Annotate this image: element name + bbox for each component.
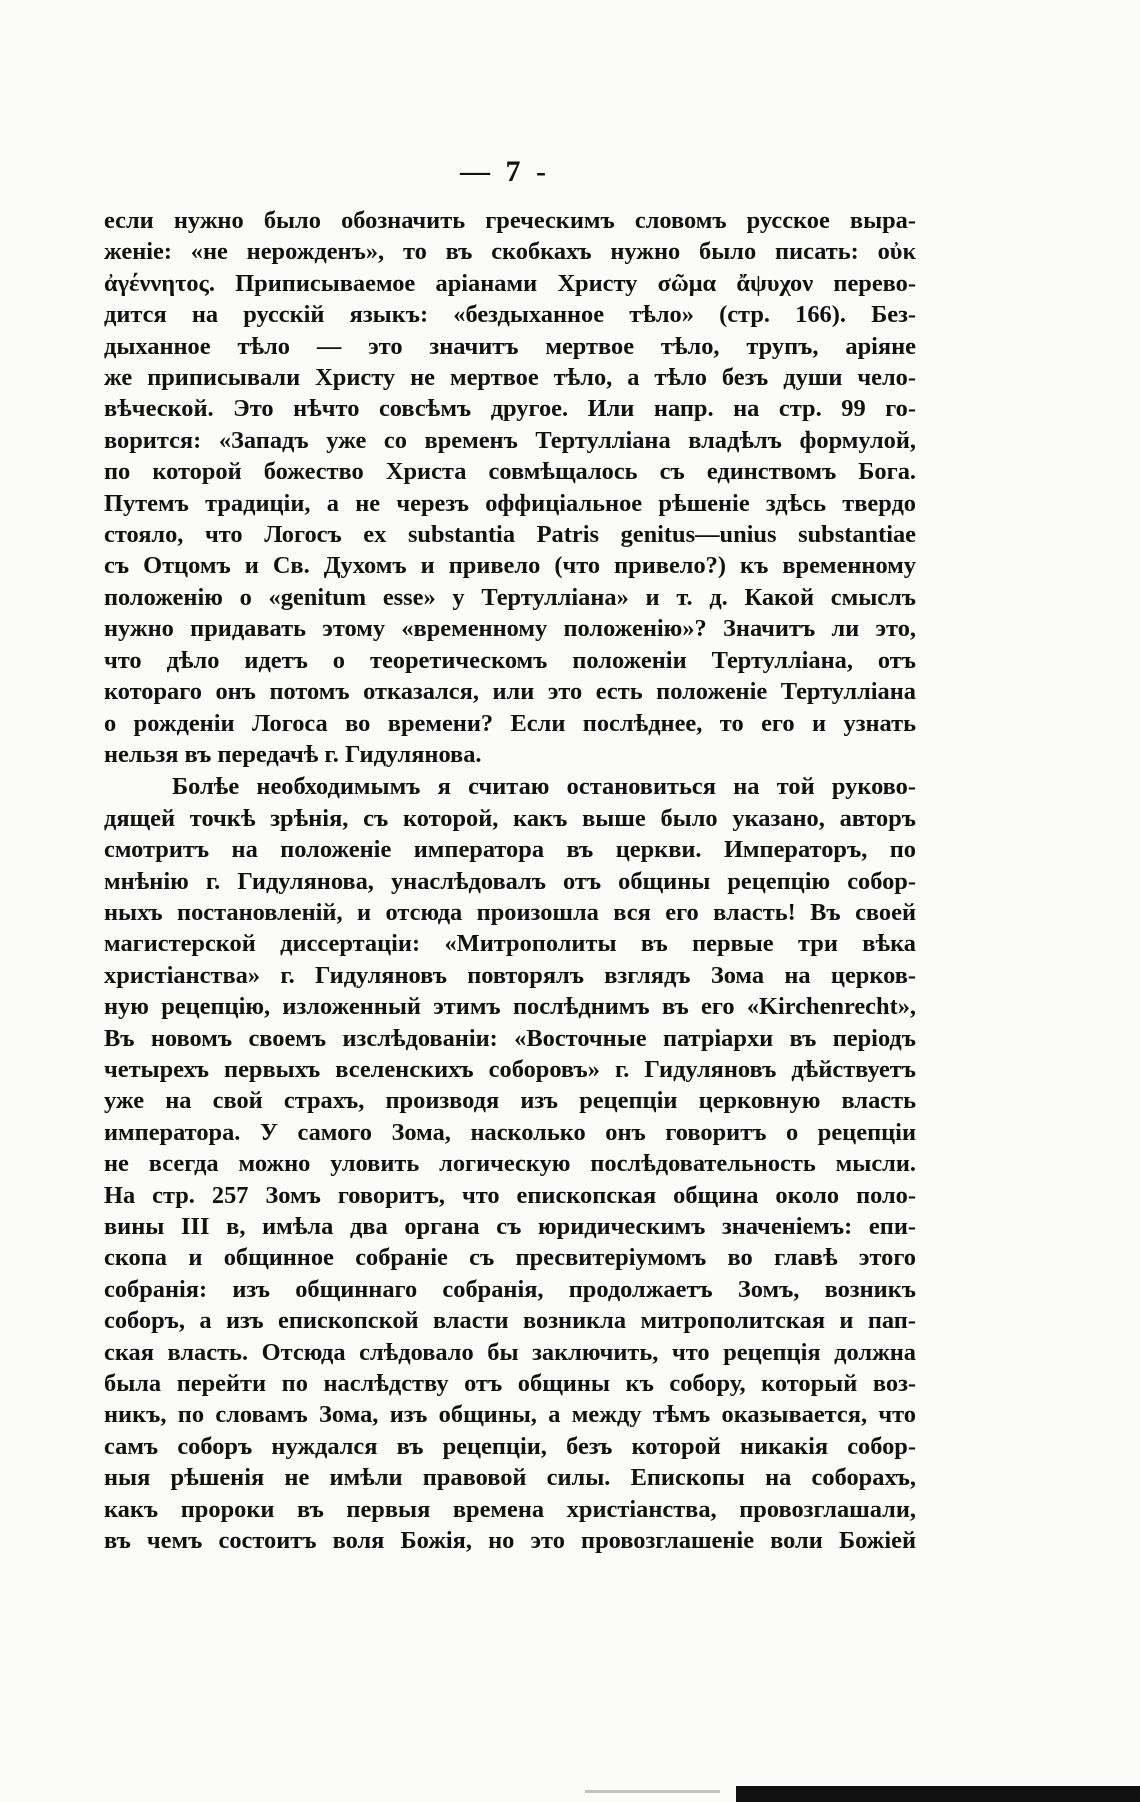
- text-line: собранія: изъ общиннаго собранія, продолжаетъ Зомъ, возникъ: [104, 1275, 916, 1303]
- text-line: скопа и общинное собраніе съ пресвитеріумомъ во главѣ этого: [104, 1244, 916, 1272]
- text-line: уже на свой страхъ, производя изъ рецепціи церковную власть: [104, 1087, 916, 1115]
- text-line: о рожденіи Логоса во времени? Если послѣднее, то его и узнать: [104, 709, 916, 737]
- text-line: дыханное тѣло — это значитъ мертвое тѣло, трупъ, аріяне: [104, 332, 916, 360]
- text-line: ныхъ постановленій, и отсюда произошла вся его власть! Въ своей: [104, 898, 916, 926]
- text-line: стояло, что Логосъ ex substantia Patris genitus—unius substantiae: [104, 521, 916, 549]
- text-line: нужно придавать этому «временному положенію»? Значитъ ли это,: [104, 615, 916, 643]
- text-line: Въ новомъ своемъ изслѣдованіи: «Восточные патріархи въ періодъ: [104, 1024, 916, 1052]
- text-line: Путемъ традиціи, а не черезъ оффиціальное рѣшеніе здѣсь твердо: [104, 489, 916, 517]
- text-line: императора. У самого Зома, насколько онъ говоритъ о рецепціи: [104, 1118, 916, 1146]
- text-line: никъ, по словамъ Зома, изъ общины, а между тѣмъ оказывается, что: [104, 1401, 916, 1429]
- text-line: вины III в, имѣла два органа съ юридическимъ значеніемъ: епи-: [104, 1213, 916, 1240]
- text-line: соборъ, а изъ епископской власти возникла митрополитская и пап-: [104, 1307, 916, 1335]
- text-line: На стр. 257 Зомъ говоритъ, что епископская община около поло-: [104, 1181, 916, 1209]
- text-line: какъ пророки въ первыя времена христіанства, провозглашали,: [104, 1495, 916, 1523]
- text-line: что дѣло идетъ о теоретическомъ положеніи Тертулліана, отъ: [104, 646, 916, 674]
- text-line: смотритъ на положеніе императора въ церкви. Императоръ, по: [104, 836, 916, 864]
- text-line: ныя рѣшенія не имѣли правовой силы. Епископы на соборахъ,: [104, 1464, 916, 1492]
- text-line: Болѣе необходимымъ я считаю остановиться на той руково-: [172, 773, 916, 801]
- text-line: ская власть. Отсюда слѣдовало бы заключить, что рецепція должна: [104, 1338, 916, 1366]
- text-line: женіе: «не нерожденъ», то въ скобкахъ нужно было писать: οὐκ: [104, 238, 916, 266]
- text-line: котораго онъ потомъ отказался, или это есть положеніе Тертулліана: [104, 678, 916, 706]
- text-line: магистерской диссертаціи: «Митрополиты въ первые три вѣка: [104, 930, 916, 958]
- text-line: четырехъ первыхъ вселенскихъ соборовъ» г. Гидуляновъ дѣйствуетъ: [104, 1055, 916, 1083]
- body-text: [104, 205, 916, 1556]
- text-line: ворится: «Западъ уже со временъ Тертулліана владѣлъ формулой,: [104, 426, 916, 454]
- text-line: мнѣнію г. Гидулянова, унаслѣдовалъ отъ общины рецепцію собор-: [104, 867, 916, 895]
- text-line: если нужно было обозначить греческимъ словомъ русское выра-: [104, 207, 916, 234]
- text-line: ἀγέννητος. Приписываемое аріанами Христу σῶμα ἄψυχον перево-: [104, 269, 916, 297]
- text-line: по которой божество Христа совмѣщалось съ единствомъ Бога.: [104, 458, 916, 486]
- text-line: дящей точкѣ зрѣнія, съ которой, какъ выше было указано, авторъ: [104, 804, 916, 832]
- text-line: дится на русскій языкъ: «бездыханное тѣло» (стр. 166). Без-: [104, 301, 916, 329]
- text-line: ную рецепцію, изложенный этимъ послѣднимъ въ его «Kirchenrecht»,: [104, 993, 916, 1021]
- text-line: съ Отцомъ и Св. Духомъ и привело (что привело?) къ временному: [104, 552, 916, 580]
- text-line: нельзя въ передачѣ г. Гидулянова.: [104, 740, 482, 768]
- text-line: самъ соборъ нуждался въ рецепціи, безъ которой никакія собор-: [104, 1432, 916, 1460]
- scan-artifact: [585, 1790, 720, 1793]
- text-line: положенію о «genitum esse» у Тертулліана» и т. д. Какой смыслъ: [104, 583, 916, 611]
- text-line: вѣческой. Это нѣчто совсѣмъ другое. Или напр. на стр. 99 го-: [104, 395, 916, 423]
- text-line: въ чемъ состоитъ воля Божія, но это провозглашеніе воли Божіей: [104, 1527, 916, 1555]
- page-number: — 7 -: [460, 155, 550, 188]
- scan-edge-bar: [736, 1786, 1140, 1802]
- text-line: же приписывали Христу не мертвое тѣло, а тѣло безъ души чело-: [104, 364, 916, 392]
- text-line: христіанства» г. Гидуляновъ повторялъ взглядъ Зома на церков-: [104, 961, 916, 989]
- text-line: была перейти по наслѣдству отъ общины къ собору, который воз-: [104, 1370, 916, 1398]
- text-line: не всегда можно уловить логическую послѣдовательность мысли.: [104, 1150, 916, 1178]
